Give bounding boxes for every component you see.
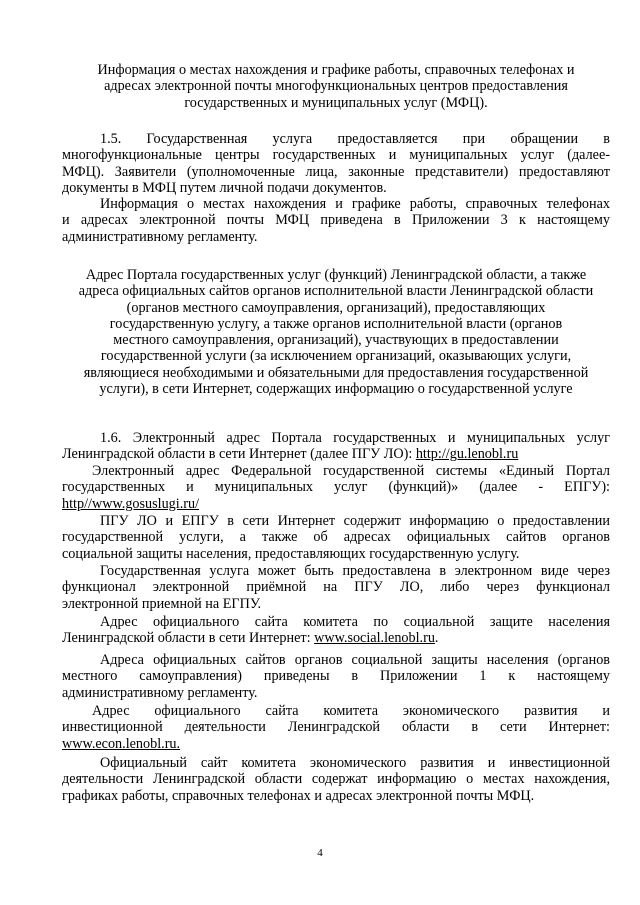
heading-line: услуги), в сети Интернет, содержащих информацию о государственной услуге: [99, 381, 573, 398]
text-line: Адрес официального сайта комитета по социальной защите населения: [100, 614, 610, 630]
heading-line: (органов местного самоуправления, организаций), предоставляющих: [126, 299, 546, 316]
page-number: 4: [317, 847, 323, 859]
heading-line: государственных и муниципальных услуг (МФЦ).: [184, 94, 488, 111]
paragraph-electronic-service: [62, 563, 610, 612]
text-line: деятельности Ленинградской области содержат информацию о местах нахождения,: [62, 771, 610, 788]
text-line: Информация о местах нахождения и графике работы, справочных телефонах: [100, 196, 610, 212]
text-line: 1.5. Государственная услуга предоставляется при обращении в: [100, 131, 610, 147]
paragraph-econ-site: [62, 703, 610, 752]
text-line: ПГУ ЛО и ЕПГУ в сети Интернет содержит информацию о предоставлении: [100, 513, 610, 529]
heading-line: Информация о местах нахождения и графике работы, справочных телефонах и: [97, 62, 575, 78]
text-line: многофункциональные центры государственных и муниципальных услуг (далее-: [62, 147, 610, 164]
text-line: местного самоуправления) приведены в Приложении 1 к настоящему: [62, 668, 610, 685]
pgu-lo-link[interactable]: http://gu.lenobl.ru: [415, 446, 519, 463]
text-segment: .: [434, 630, 439, 647]
text-segment: Ленинградской области в сети Интернет:: [62, 630, 315, 647]
heading-mfc-info: [62, 62, 610, 111]
text-line: [62, 736, 610, 752]
econ-site-link[interactable]: www.econ.lenobl.ru.: [62, 735, 181, 752]
text-line: функционал электронной приёмной на ПГУ ЛО, либо через функционал: [62, 579, 610, 596]
text-line: Адреса официальных сайтов органов социальной защиты населения (органов: [100, 652, 610, 668]
text-line: МФЦ). Заявители (уполномоченные лица, законные представители) предоставляют: [62, 163, 610, 180]
text-line: [62, 496, 610, 512]
heading-line: государственной услуги (за исключением организаций, оказывающих услуги,: [100, 348, 572, 365]
text-line: Электронный адрес Федеральной государственной системы «Единый Портал: [92, 463, 610, 479]
heading-line: адресах электронной почты многофункциональных центров предоставления: [104, 78, 568, 95]
text-line: инвестиционной деятельности Ленинградской области в сети Интернет:: [62, 719, 610, 736]
paragraph-1-5: [62, 131, 610, 196]
heading-line: являющиеся необходимыми и обязательными для предоставления государственной: [83, 364, 589, 381]
paragraph-1-6: [62, 430, 610, 463]
paragraph-mfc-info-ref: [62, 196, 610, 245]
text-line: Государственная услуга может быть предоставлена в электронном виде через: [100, 563, 610, 579]
paragraph-epgu: [62, 463, 610, 512]
heading-line: Адрес Портала государственных услуг (функций) Ленинградской области, а также: [85, 267, 587, 283]
text-line: и адресах электронной почты МФЦ приведена в Приложении 3 к настоящему: [62, 212, 610, 229]
heading-line: адреса официальных сайтов органов исполнительной власти Ленинградской области: [78, 283, 594, 300]
text-line: [62, 446, 610, 462]
social-site-link[interactable]: www.social.lenobl.ru: [314, 630, 435, 647]
heading-line: местного самоуправления, организаций), участвующих в предоставлении: [113, 332, 559, 349]
epgu-link[interactable]: http//www.gosuslugi.ru/: [62, 495, 200, 512]
heading-portal-addresses: [62, 267, 610, 397]
text-line: электронной приемной на ЕГПУ.: [62, 595, 262, 612]
paragraph-social-organs: [62, 652, 610, 701]
paragraph-pgu-contains: [62, 513, 610, 562]
text-line: графиках работы, справочных телефонах и адресах электронной почты МФЦ.: [62, 787, 535, 804]
text-line: социальной защиты населения, предоставляющих государственную услугу.: [62, 545, 520, 562]
text-line: Официальный сайт комитета экономического развития и инвестиционной: [100, 755, 610, 771]
heading-line: государственную услугу, а также органов исполнительной власти (органов: [109, 315, 563, 332]
text-line: государственных и муниципальных услуг (функций)» (далее - ЕПГУ):: [62, 479, 610, 496]
text-line: государственной услуги, а также об адресах официальных сайтов органов: [62, 529, 610, 546]
paragraph-social-site: [62, 614, 610, 647]
text-line: [62, 630, 610, 646]
text-line: документы в МФЦ путем личной подачи документов.: [62, 179, 387, 196]
text-line: 1.6. Электронный адрес Портала государственных и муниципальных услуг: [100, 430, 610, 446]
text-line: административному регламенту.: [62, 228, 258, 245]
paragraph-econ-contains: [62, 755, 610, 804]
text-segment: Ленинградской области в сети Интернет (далее ПГУ ЛО):: [62, 446, 416, 463]
text-line: Адрес официального сайта комитета экономического развития и: [92, 703, 610, 719]
text-line: административному регламенту.: [62, 684, 258, 701]
